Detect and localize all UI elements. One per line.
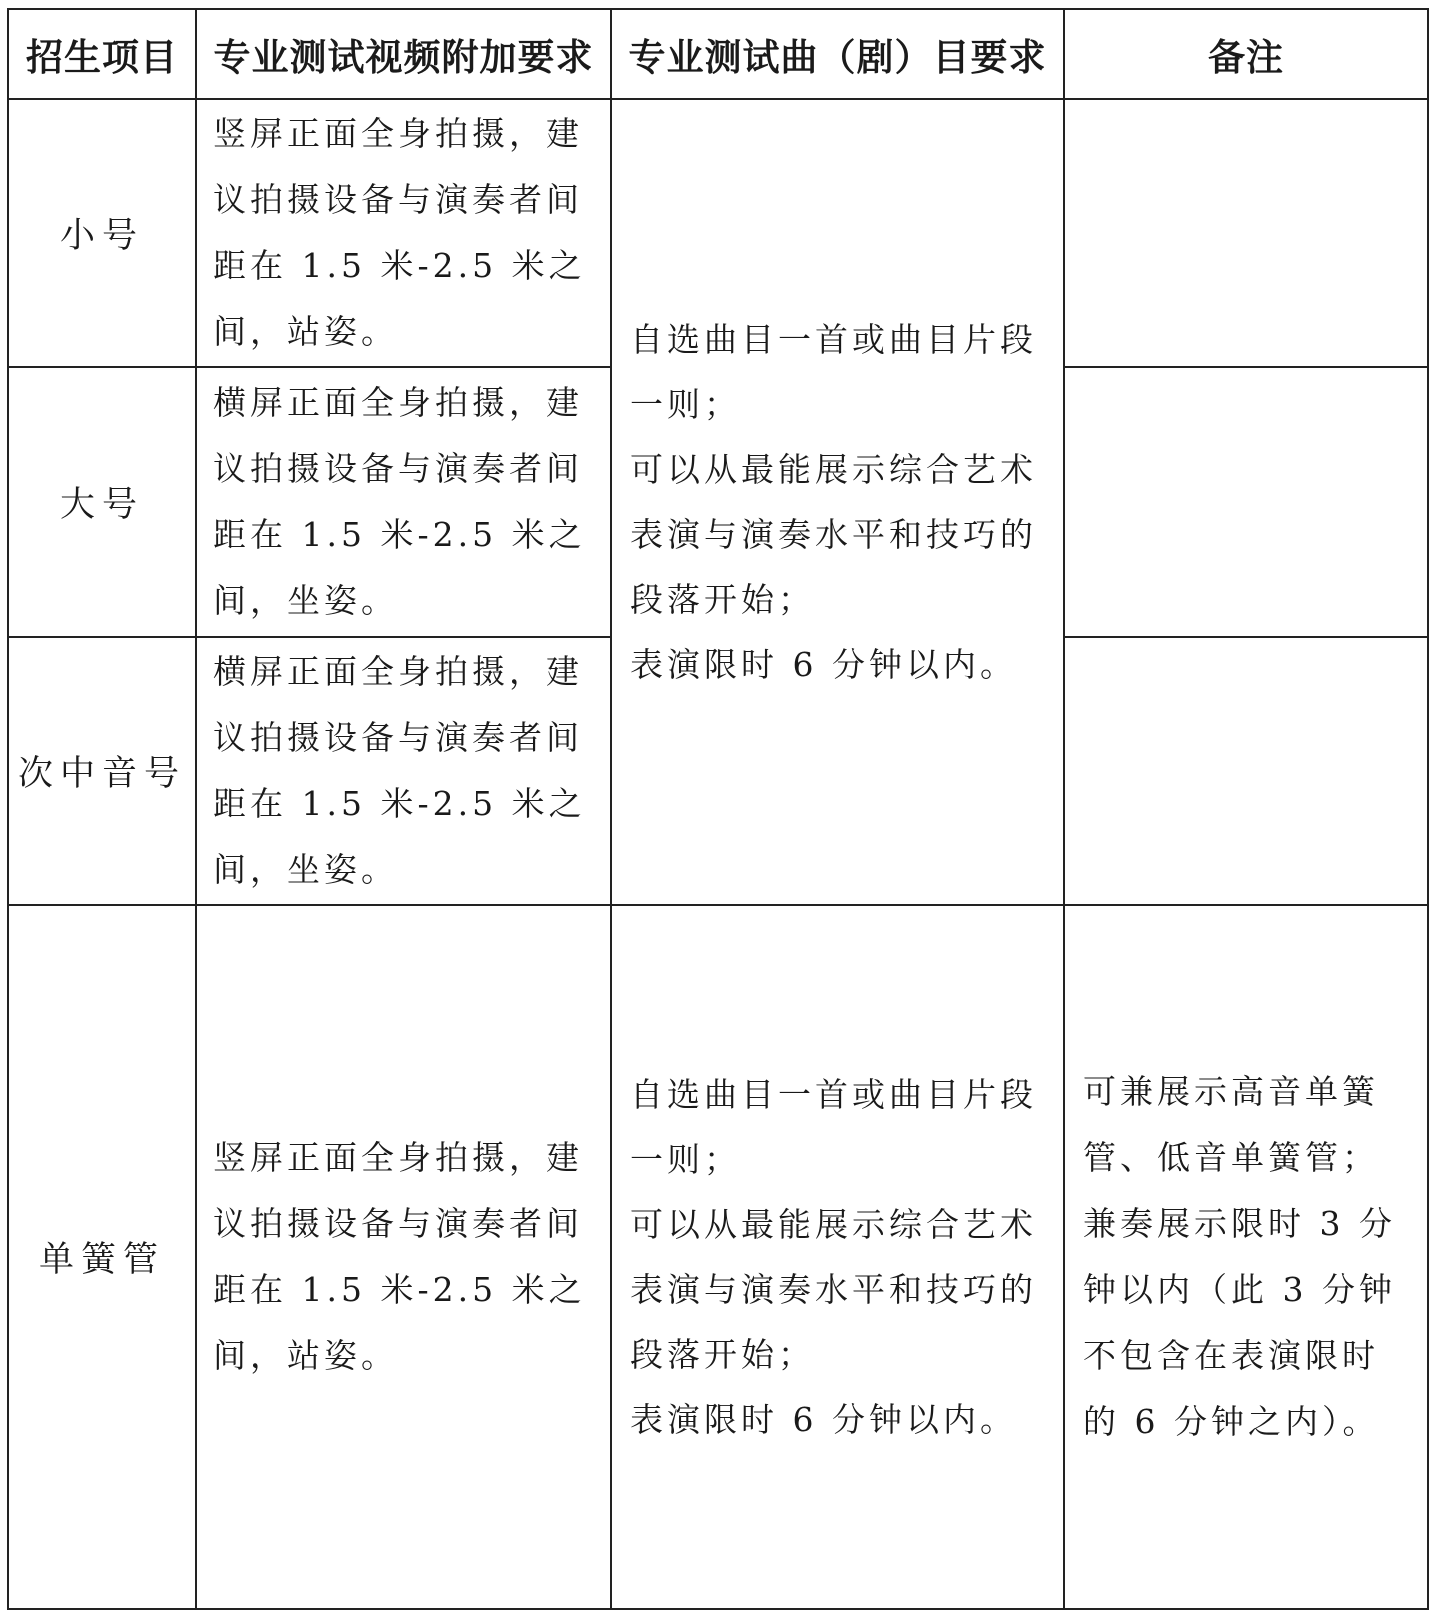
text-line: 议拍摄设备与演奏者间	[213, 180, 583, 219]
text-line: 段落开始；	[630, 580, 815, 619]
text-line: 议拍摄设备与演奏者间	[213, 449, 583, 488]
text-line: 横屏正面全身拍摄，建	[213, 652, 583, 691]
text-line: 可兼展示高音单簧	[1083, 1072, 1379, 1111]
text-line: 表演与演奏水平和技巧的	[630, 1270, 1037, 1309]
admission-requirements-table	[7, 8, 1429, 1610]
text-line: 距在 1.5 米-2.5 米之	[213, 246, 586, 285]
text-line: 自选曲目一首或曲目片段	[630, 1075, 1037, 1114]
text-line: 表演限时 6 分钟以内。	[630, 645, 1017, 684]
note-cell	[1064, 367, 1428, 637]
text-line: 一则；	[630, 385, 741, 424]
item-cell: 单簧管	[8, 905, 196, 1609]
text-line: 距在 1.5 米-2.5 米之	[213, 515, 586, 554]
video-requirement-cell	[196, 99, 611, 367]
video-requirement-cell	[196, 367, 611, 637]
header-video-requirement: 专业测试视频附加要求	[196, 9, 611, 99]
text-line: 可以从最能展示综合艺术	[630, 450, 1037, 489]
text-line: 一则；	[630, 1140, 741, 1179]
table-row	[8, 99, 1428, 367]
note-cell	[1064, 637, 1428, 905]
text-line: 间，站姿。	[213, 312, 398, 351]
text-line: 距在 1.5 米-2.5 米之	[213, 1270, 586, 1309]
text-line: 不包含在表演限时	[1083, 1336, 1379, 1375]
text-line: 自选曲目一首或曲目片段	[630, 320, 1037, 359]
item-cell: 次中音号	[8, 637, 196, 905]
text-line: 竖屏正面全身拍摄，建	[213, 1138, 583, 1177]
note-cell	[1064, 99, 1428, 367]
text-line: 间，坐姿。	[213, 850, 398, 889]
text-line: 竖屏正面全身拍摄，建	[213, 114, 583, 153]
text-line: 距在 1.5 米-2.5 米之	[213, 784, 586, 823]
text-line: 横屏正面全身拍摄，建	[213, 383, 583, 422]
header-item: 招生项目	[8, 9, 196, 99]
note-cell	[1064, 905, 1428, 1609]
header-note: 备注	[1064, 9, 1428, 99]
text-line: 表演限时 6 分钟以内。	[630, 1400, 1017, 1439]
text-line: 表演与演奏水平和技巧的	[630, 515, 1037, 554]
text-line: 可以从最能展示综合艺术	[630, 1205, 1037, 1244]
header-piece-requirement: 专业测试曲（剧）目要求	[611, 9, 1064, 99]
text-line: 钟以内（此 3 分钟	[1083, 1270, 1396, 1309]
video-requirement-cell	[196, 637, 611, 905]
text-line: 段落开始；	[630, 1335, 815, 1374]
piece-requirement-cell	[611, 905, 1064, 1609]
piece-requirement-cell	[611, 99, 1064, 905]
table-row	[8, 905, 1428, 1609]
video-requirement-cell	[196, 905, 611, 1609]
text-line: 议拍摄设备与演奏者间	[213, 718, 583, 757]
text-line: 间，站姿。	[213, 1336, 398, 1375]
text-line: 管、低音单簧管；	[1083, 1138, 1379, 1177]
text-line: 议拍摄设备与演奏者间	[213, 1204, 583, 1243]
text-line: 间，坐姿。	[213, 581, 398, 620]
document-page	[7, 8, 1429, 1610]
table-header-row	[8, 9, 1428, 99]
item-cell: 小号	[8, 99, 196, 367]
text-line: 的 6 分钟之内）。	[1083, 1402, 1380, 1441]
item-cell: 大号	[8, 367, 196, 637]
text-line: 兼奏展示限时 3 分	[1083, 1204, 1396, 1243]
